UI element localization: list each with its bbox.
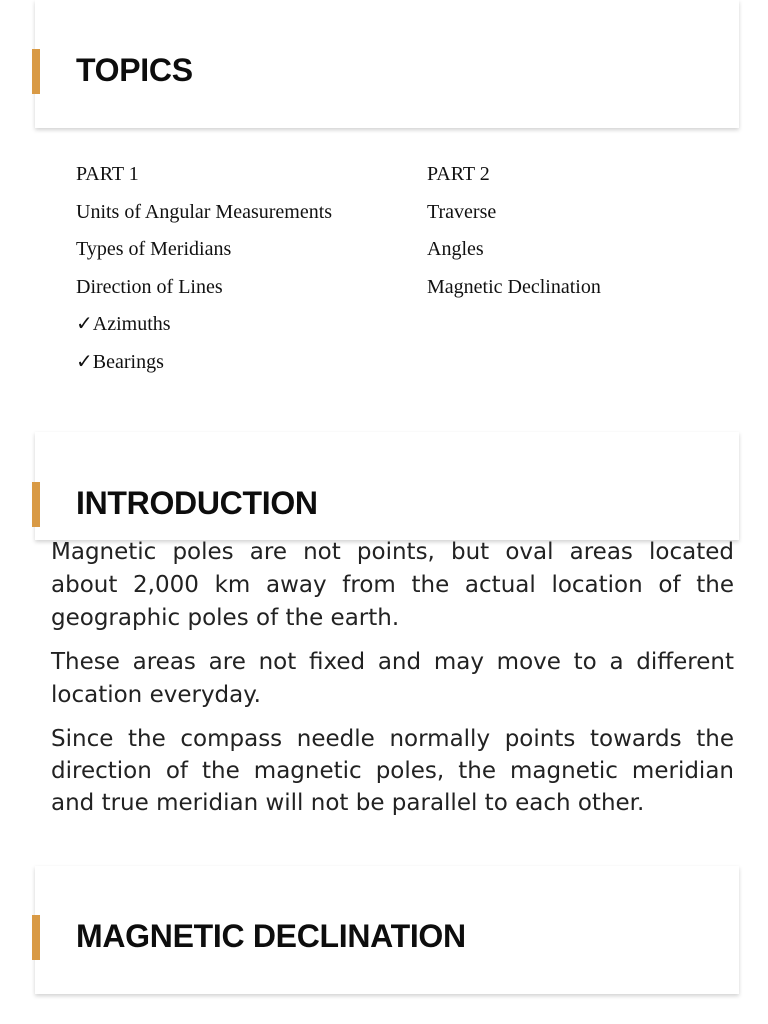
topics-part2-list — [427, 157, 601, 307]
list-item: Magnetic Declination — [427, 275, 601, 298]
intro-body — [51, 536, 734, 830]
magnetic-declination-title: MAGNETIC DECLINATION — [76, 918, 466, 954]
list-item: Types of Meridians — [76, 238, 232, 260]
list-item: ✓Bearings — [76, 350, 164, 373]
list-item: Traverse — [427, 200, 497, 223]
magnetic-declination-accent-bar — [32, 915, 40, 960]
intro-paragraph: Since the compass needle normally points towards the direction of the magnetic poles, the magnetic meridian and true meridian will not be parallel to each other. — [51, 726, 734, 816]
part2-heading: PART 2 — [427, 163, 490, 185]
intro-accent-bar — [32, 482, 40, 527]
intro-paragraph: Magnetic poles are not points, but oval areas located about 2,000 km away from the actual location of the geographic poles of the earth. — [51, 539, 734, 631]
intro-title: INTRODUCTION — [76, 485, 318, 521]
list-item: Units of Angular Measurements — [76, 200, 333, 223]
topics-title: TOPICS — [76, 52, 193, 88]
part1-heading: PART 1 — [76, 163, 139, 185]
list-item: Direction of Lines — [76, 275, 223, 298]
intro-paragraph: These areas are not fixed and may move to a different location everyday. — [51, 649, 734, 708]
list-item: Angles — [427, 238, 484, 260]
list-item: ✓Azimuths — [76, 313, 171, 335]
topics-accent-bar — [32, 49, 40, 94]
topics-part1-list — [76, 157, 332, 382]
